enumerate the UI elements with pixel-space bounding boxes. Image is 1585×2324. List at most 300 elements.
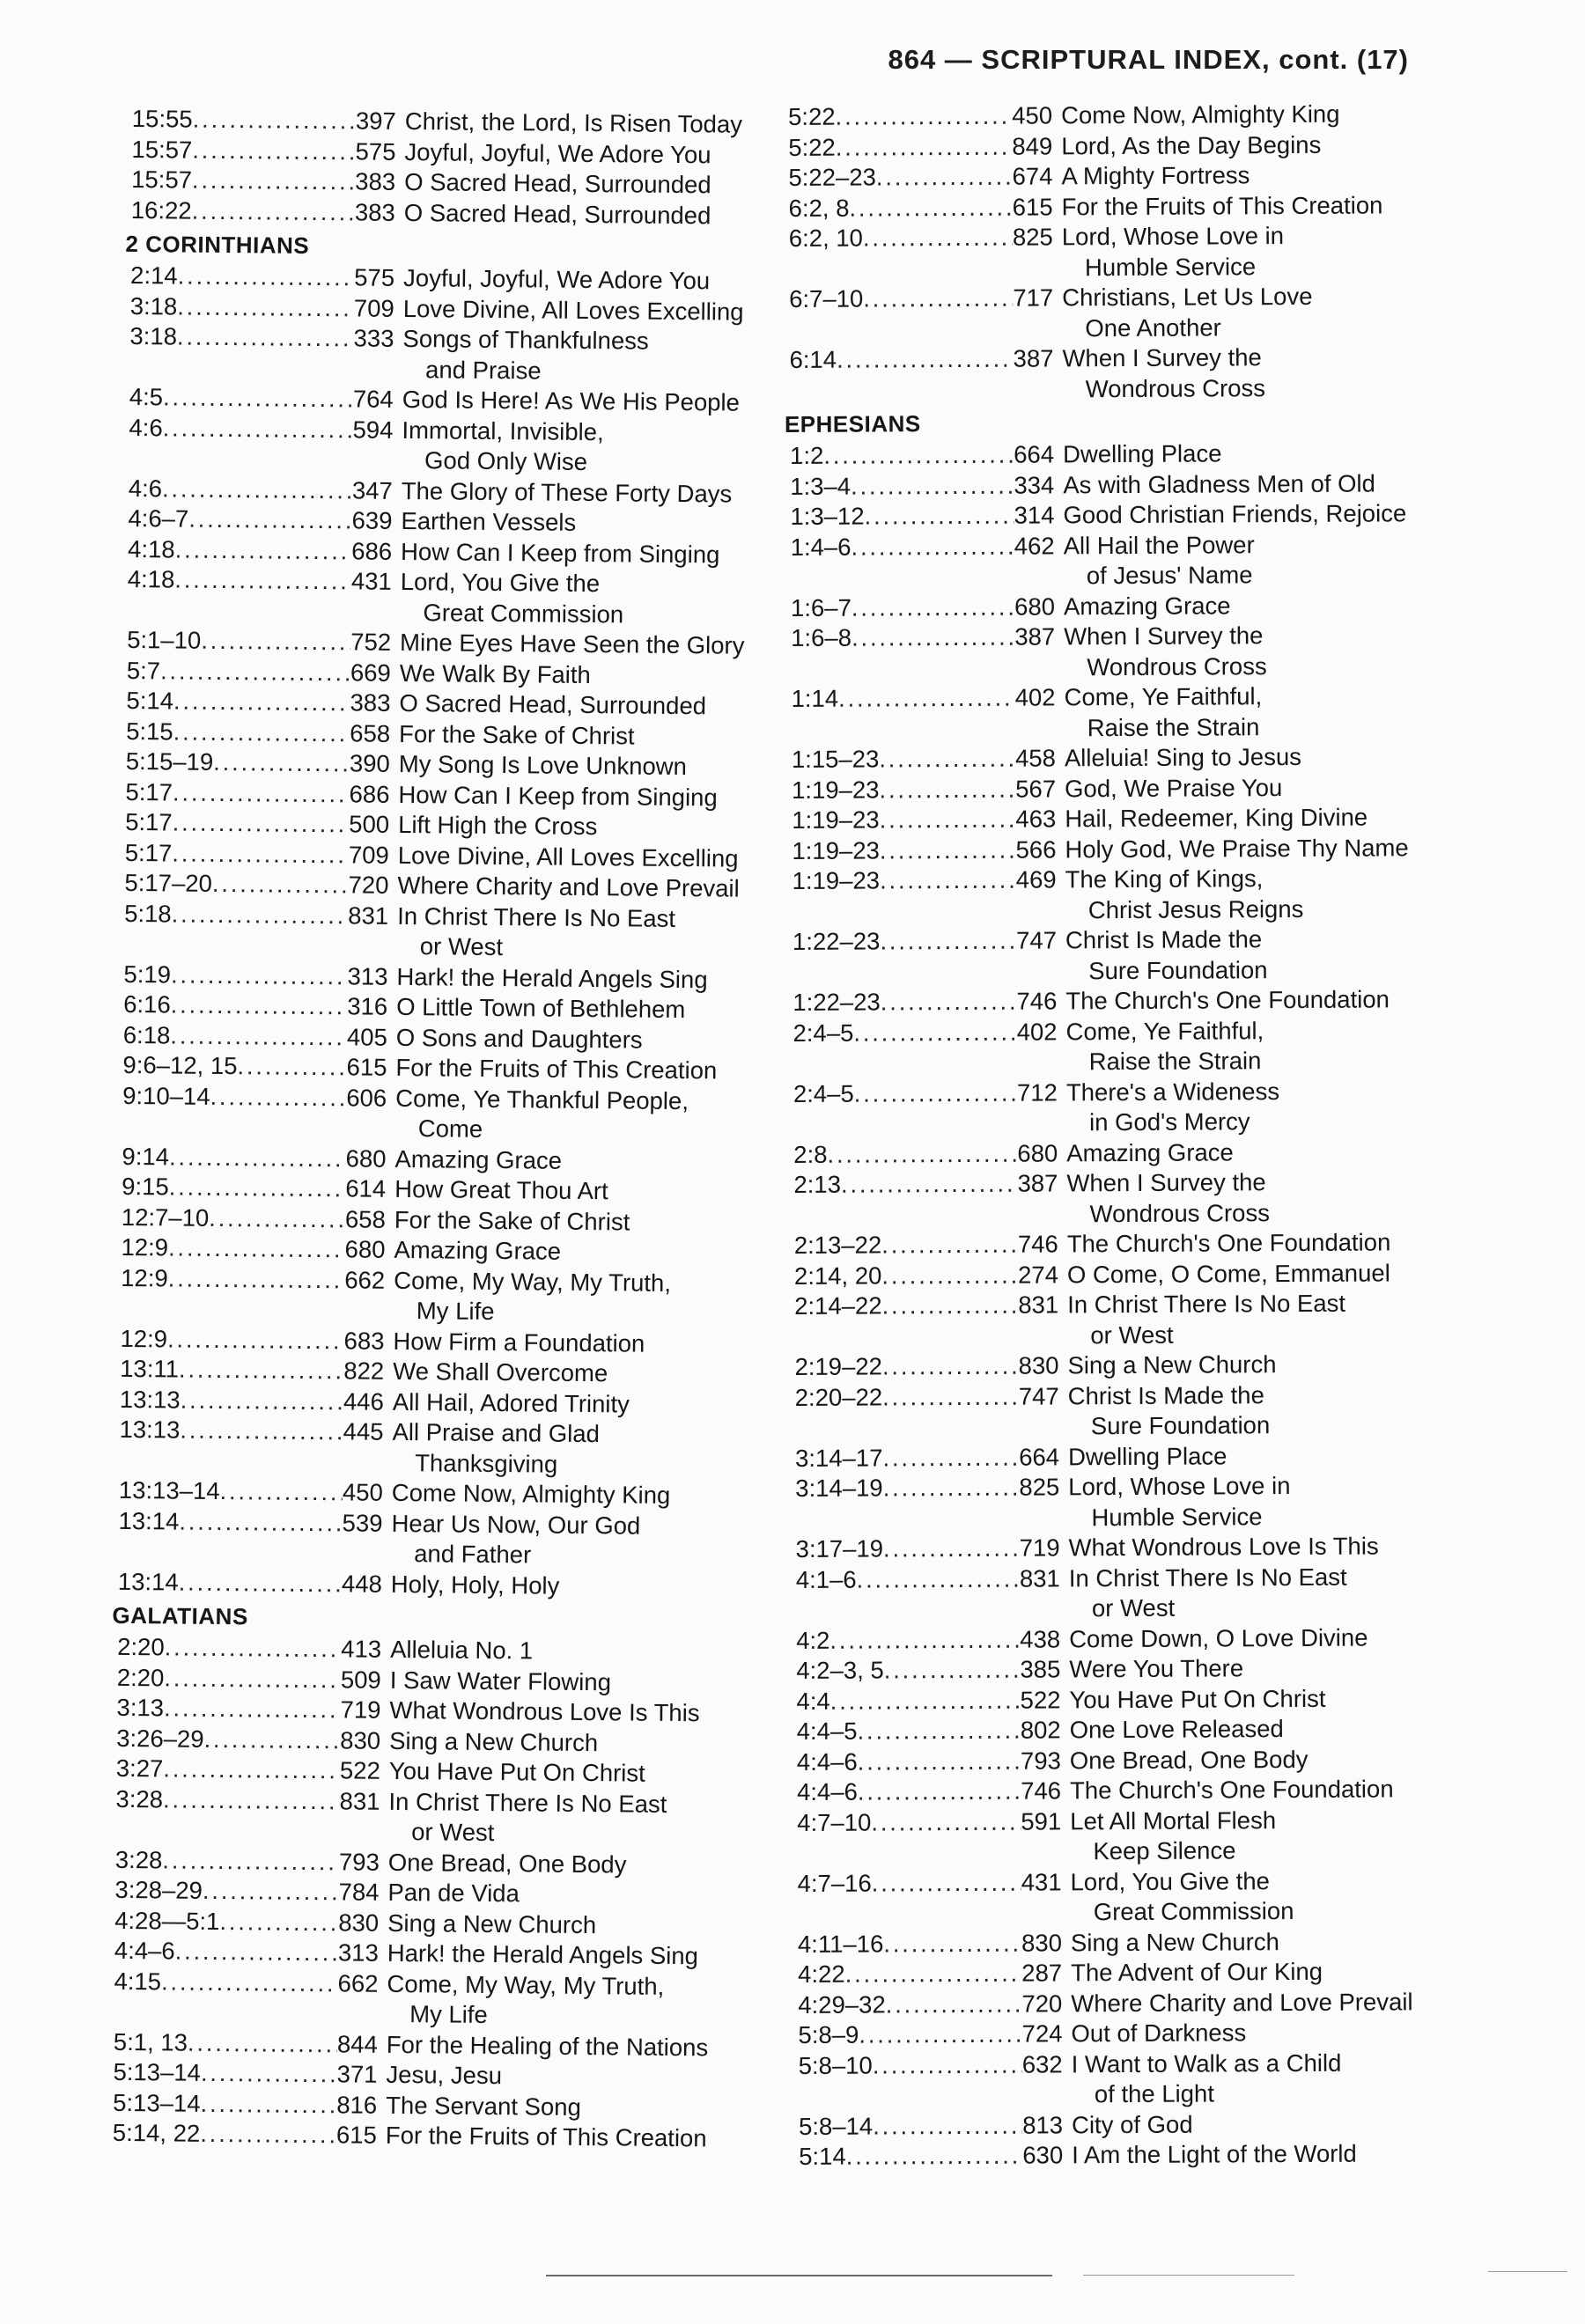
entry-reference — [794, 1290, 1067, 1321]
hymn-title-line: Joyful, Joyful, We Adore You — [402, 263, 711, 295]
hymn-number: 469 — [1015, 865, 1057, 894]
dot-leader — [881, 1291, 1018, 1321]
dot-leader — [213, 747, 350, 779]
hymn-number: 615 — [335, 2121, 378, 2149]
scripture-reference: 2:13–22 — [793, 1231, 882, 1259]
dot-leader — [219, 1907, 338, 1938]
scripture-reference: 15:57 — [131, 135, 193, 164]
index-entry — [788, 159, 1457, 193]
scripture-reference: 3:13 — [116, 1693, 165, 1722]
scripture-reference: 2:4–5 — [792, 1019, 854, 1047]
scripture-reference: 2:14–22 — [794, 1291, 882, 1320]
hymn-title — [387, 1878, 784, 1912]
hymn-title-line: God Is Here! As We His People — [402, 385, 741, 416]
entry-reference — [122, 1141, 394, 1173]
hymn-number: 509 — [340, 1665, 381, 1694]
dot-leader — [179, 1506, 343, 1538]
entry-reference — [792, 835, 1065, 866]
dot-leader — [162, 474, 352, 506]
hymn-number: 314 — [1014, 501, 1055, 529]
scripture-reference: 5:17 — [124, 838, 173, 866]
hymn-number: 831 — [348, 901, 389, 930]
hymn-number: 658 — [344, 1204, 387, 1233]
hymn-title-line: The Church's One Foundation — [1066, 1228, 1391, 1258]
entry-reference — [795, 1472, 1068, 1504]
hymn-title — [1069, 1682, 1465, 1715]
scripture-reference: 12:7–10 — [121, 1202, 210, 1232]
hymn-title-line: The Advent of Our King — [1071, 1957, 1323, 1987]
hymn-number: 387 — [1014, 622, 1056, 651]
hymn-title — [392, 1417, 789, 1482]
entry-reference — [798, 1928, 1071, 1960]
dot-leader — [169, 1142, 346, 1173]
hymn-number: 630 — [1022, 2141, 1064, 2169]
hymn-number: 683 — [343, 1326, 385, 1355]
index-column-right — [784, 99, 1468, 2172]
hymn-title — [1071, 2017, 1467, 2049]
hymn-title-continuation: and Father — [414, 1540, 532, 1569]
hymn-title — [403, 293, 800, 327]
scripture-reference: 3:27 — [115, 1754, 164, 1783]
hymn-title-line: Lord, Whose Love in — [1068, 1472, 1291, 1501]
scripture-reference: 5:14, 22 — [112, 2118, 201, 2147]
hymn-title-line: Mine Eyes Have Seen the Glory — [399, 628, 745, 659]
book-heading: EPHESIANS — [784, 410, 921, 438]
entry-reference — [796, 1624, 1069, 1656]
hymn-title — [401, 536, 797, 570]
scripture-reference: 2:14, 20 — [793, 1261, 882, 1290]
entry-reference — [114, 1905, 387, 1938]
hymn-number: 746 — [1017, 1230, 1058, 1258]
entry-reference — [788, 161, 1061, 193]
hymn-number: 405 — [346, 1022, 387, 1051]
hymn-title — [1064, 590, 1460, 622]
hymn-number: 385 — [1020, 1655, 1061, 1683]
dot-leader — [857, 1563, 1020, 1594]
hymn-number: 387 — [1013, 344, 1054, 372]
footer-rule — [546, 2275, 1052, 2276]
scripture-reference: 4:11–16 — [797, 1929, 884, 1958]
hymn-title-continuation: God Only Wise — [424, 446, 588, 475]
entry-reference — [792, 864, 1065, 896]
dot-leader — [179, 1567, 343, 1599]
index-entry — [793, 1076, 1463, 1140]
index-entry — [792, 833, 1461, 866]
scripture-reference: 1:22–23 — [792, 988, 881, 1016]
dot-leader — [882, 1442, 1019, 1473]
hymn-title-continuation: My Life — [416, 1297, 495, 1326]
dot-leader — [851, 531, 1014, 562]
scripture-reference: 5:22 — [788, 102, 836, 130]
hymn-number: 383 — [355, 167, 396, 195]
entry-reference — [790, 470, 1063, 502]
scripture-reference: 5:14 — [126, 686, 174, 715]
index-entry — [791, 590, 1460, 623]
dot-leader — [879, 744, 1015, 775]
hymn-title — [1061, 159, 1457, 192]
hymn-title-line: You Have Put On Christ — [1069, 1684, 1326, 1713]
entry-reference — [120, 1323, 393, 1356]
hymn-title-line: How Can I Keep from Singing — [400, 537, 720, 568]
dot-leader — [829, 1624, 1020, 1656]
entry-reference — [792, 804, 1065, 835]
hymn-title-line: Come Now, Almighty King — [391, 1478, 671, 1509]
hymn-title — [1069, 1561, 1465, 1623]
entry-reference — [797, 1715, 1070, 1747]
index-entry — [789, 342, 1458, 406]
dot-leader — [880, 805, 1016, 835]
index-entry — [789, 281, 1458, 345]
dot-leader — [854, 1077, 1017, 1108]
entry-reference — [124, 868, 397, 901]
index-entry — [789, 220, 1458, 284]
dot-leader — [851, 470, 1014, 501]
hymn-title — [388, 1847, 785, 1881]
hymn-title-line: Where Charity and Love Prevail — [1071, 1987, 1413, 2017]
scripture-reference: 4:4–6 — [796, 1747, 858, 1776]
entry-reference — [121, 1262, 394, 1295]
index-entry — [796, 1652, 1465, 1686]
hymn-title — [1072, 2047, 1468, 2109]
hymn-number: 747 — [1018, 1381, 1059, 1410]
hymn-title-line: In Christ There Is No East — [388, 1787, 667, 1818]
entry-reference — [791, 682, 1064, 714]
hymn-title — [1071, 1864, 1467, 1927]
entry-reference — [122, 1050, 395, 1083]
index-entry — [799, 2138, 1468, 2172]
hymn-title-line: One Love Released — [1069, 1715, 1284, 1744]
dot-leader — [237, 1051, 346, 1083]
hymn-title-line: Lord, You Give the — [1070, 1866, 1270, 1895]
entry-reference — [126, 686, 399, 718]
hymn-title-line: You Have Put On Christ — [388, 1756, 645, 1787]
hymn-title-line: All Hail the Power — [1063, 530, 1255, 559]
hymn-number: 825 — [1019, 1473, 1060, 1501]
hymn-title — [392, 1478, 788, 1512]
hymn-number: 712 — [1016, 1077, 1058, 1107]
index-entry — [115, 1783, 785, 1850]
dot-leader — [851, 622, 1014, 653]
hymn-title — [396, 1022, 792, 1056]
hymn-title-continuation: or West — [419, 932, 504, 961]
hymn-title — [394, 1204, 791, 1239]
hymn-number: 680 — [344, 1235, 386, 1263]
hymn-number: 639 — [351, 506, 393, 534]
index-entry — [796, 1561, 1465, 1625]
scripture-reference: 6:2, 10 — [788, 224, 863, 252]
scripture-reference: 16:22 — [130, 195, 192, 224]
hymn-title-line: Amazing Grace — [394, 1235, 562, 1265]
scripture-reference: 9:6–12, 15 — [122, 1050, 238, 1080]
dot-leader — [827, 1138, 1017, 1170]
hymn-number: 274 — [1018, 1260, 1059, 1289]
scripture-reference: 1:6–8 — [791, 623, 852, 651]
hymn-number: 662 — [337, 1968, 379, 1997]
hymn-number: 802 — [1020, 1716, 1061, 1744]
hymn-number: 316 — [347, 992, 388, 1020]
hymn-number: 669 — [350, 658, 391, 687]
index-entry — [797, 1774, 1466, 1807]
dot-leader — [845, 1959, 1022, 1990]
index-entry — [793, 1166, 1463, 1231]
dot-leader — [837, 344, 1014, 376]
hymn-title-line: Come, Ye Faithful, — [1065, 1016, 1264, 1045]
hymn-title-line: O Sons and Daughters — [395, 1023, 643, 1054]
hymn-title-continuation: Christ Jesus Reigns — [1087, 894, 1304, 923]
scripture-reference: 2:20 — [117, 1632, 165, 1661]
hymn-title — [386, 2121, 782, 2155]
dot-leader — [865, 501, 1014, 532]
hymn-title — [395, 1053, 792, 1087]
hymn-title-line: Jesu, Jesu — [386, 2060, 503, 2090]
entry-reference — [798, 2019, 1071, 2050]
hymn-number: 313 — [337, 1938, 380, 1967]
entry-reference — [117, 1662, 390, 1695]
index-entry — [114, 1966, 784, 2033]
dot-leader — [836, 101, 1013, 133]
hymn-title — [1062, 281, 1458, 343]
hymn-title — [1064, 529, 1460, 592]
hymn-title — [1069, 1652, 1465, 1685]
hymn-number: 746 — [1016, 987, 1058, 1015]
dot-leader — [838, 683, 1015, 715]
scripture-reference: 13:11 — [120, 1354, 180, 1383]
hymn-title — [394, 1235, 790, 1269]
scripture-reference: 5:15 — [126, 717, 173, 745]
dot-leader — [872, 1867, 1021, 1898]
hymn-title — [402, 415, 799, 479]
dot-leader — [163, 1754, 340, 1785]
entry-reference — [118, 1566, 391, 1599]
dot-leader — [212, 869, 349, 901]
dot-leader — [171, 989, 348, 1021]
entry-reference — [125, 837, 398, 870]
dot-leader — [200, 2088, 336, 2120]
dot-leader — [192, 105, 356, 136]
scripture-reference: 5:1, 13 — [113, 2027, 188, 2056]
dot-leader — [210, 1081, 346, 1113]
hymn-title-line: O Sacred Head, Surrounded — [404, 167, 711, 199]
hymn-title-line: I Want to Walk as a Child — [1071, 2048, 1342, 2078]
dot-leader — [172, 838, 349, 870]
index-entry — [129, 321, 800, 388]
scripture-reference: 3:28–29 — [114, 1875, 203, 1904]
scripture-reference: 12:9 — [121, 1232, 169, 1261]
hymn-number: 664 — [1019, 1442, 1060, 1471]
scripture-reference: 5:22 — [788, 133, 836, 161]
entry-reference — [792, 774, 1065, 805]
hymn-title — [1072, 2107, 1468, 2140]
hymn-title-line: Hear Us Now, Our God — [391, 1509, 641, 1540]
index-entry — [790, 438, 1459, 471]
hymn-title-line: Lord, As the Day Begins — [1061, 130, 1322, 159]
hymn-title-continuation: Wondrous Cross — [1085, 373, 1266, 402]
index-entry — [792, 863, 1462, 927]
index-entry — [792, 802, 1461, 835]
dot-leader — [175, 1937, 339, 1968]
dot-leader — [859, 2019, 1021, 2050]
hymn-number: 431 — [350, 567, 392, 595]
hymn-title-line: The Servant Song — [386, 2091, 582, 2121]
hymn-title — [1068, 1470, 1464, 1533]
entry-reference — [127, 655, 400, 688]
hymn-number: 446 — [343, 1386, 385, 1416]
hymn-title-line: All Hail, Adored Trinity — [392, 1387, 630, 1417]
hymn-title-continuation: One Another — [1085, 313, 1221, 342]
hymn-title — [1069, 1622, 1465, 1654]
hymn-title-line: Christ Is Made the — [1065, 925, 1263, 954]
hymn-title-line: Dwelling Place — [1063, 439, 1222, 468]
entry-reference — [130, 290, 403, 323]
hymn-number: 664 — [1014, 440, 1055, 468]
entry-reference — [122, 1202, 394, 1234]
hymn-title-line: Dwelling Place — [1067, 1441, 1227, 1470]
dot-leader — [830, 1685, 1021, 1717]
entry-reference — [129, 321, 402, 354]
entry-reference — [127, 625, 400, 658]
index-entry — [794, 1349, 1463, 1382]
entry-reference — [113, 2087, 386, 2120]
hymn-title — [394, 1144, 791, 1178]
entry-reference — [115, 1844, 388, 1877]
hymn-number: 462 — [1014, 531, 1055, 560]
index-entry — [795, 1439, 1464, 1473]
hymn-number: 450 — [1012, 101, 1053, 129]
entry-reference — [123, 1019, 396, 1052]
hymn-title — [1068, 1379, 1464, 1442]
entry-reference — [115, 1783, 388, 1816]
hymn-title-line: For the Healing of the Nations — [386, 2030, 709, 2061]
hymn-title — [1065, 772, 1461, 805]
hymn-title — [399, 688, 795, 723]
dot-leader — [177, 291, 354, 323]
hymn-title — [1063, 498, 1459, 531]
hymn-title — [1064, 680, 1460, 743]
scripture-reference: 12:9 — [121, 1263, 168, 1291]
hymn-title — [387, 2029, 783, 2063]
entry-reference — [132, 104, 405, 136]
dot-leader — [886, 1989, 1022, 2019]
hymn-title — [404, 167, 800, 202]
hymn-title-continuation: Sure Foundation — [1088, 955, 1268, 984]
entry-reference — [794, 1229, 1067, 1261]
entry-reference — [788, 100, 1061, 132]
index-entry — [791, 529, 1460, 593]
hymn-title-line: Hark! the Herald Angels Sing — [396, 962, 708, 993]
hymn-title — [386, 2060, 782, 2094]
entry-reference — [113, 2057, 386, 2090]
hymn-number: 539 — [342, 1508, 383, 1537]
hymn-number: 724 — [1021, 2019, 1063, 2048]
dot-leader — [163, 382, 353, 415]
entry-reference — [791, 592, 1064, 623]
entry-reference — [797, 1746, 1070, 1777]
entry-reference — [129, 473, 402, 505]
hymn-number: 333 — [353, 324, 394, 352]
entry-reference — [119, 1415, 392, 1447]
dot-leader — [192, 165, 356, 197]
hymn-title — [401, 506, 797, 541]
index-entry — [794, 1258, 1463, 1291]
hymn-title — [1067, 1349, 1463, 1381]
hymn-title — [404, 197, 800, 232]
hymn-title-continuation: Raise the Strain — [1087, 712, 1260, 741]
scripture-reference: 4:7–10 — [797, 1808, 872, 1836]
entry-reference — [798, 1989, 1071, 2020]
scripture-reference: 5:7 — [126, 656, 161, 684]
hymn-number: 680 — [345, 1144, 387, 1173]
scripture-reference: 4:18 — [127, 564, 175, 593]
hymn-title-continuation: Wondrous Cross — [1087, 651, 1267, 680]
entry-reference — [123, 959, 396, 991]
hymn-number: 615 — [346, 1053, 387, 1081]
entry-reference — [797, 1806, 1070, 1838]
hymn-title-line: The Glory of These Forty Days — [401, 476, 733, 508]
hymn-title — [1070, 1774, 1466, 1806]
hymn-number: 413 — [341, 1635, 382, 1663]
hymn-title-line: Songs of Thankfulness — [402, 324, 649, 355]
hymn-title-line: Lord, You Give the — [400, 567, 601, 598]
scripture-reference: 4:18 — [128, 534, 175, 563]
hymn-title — [391, 1508, 788, 1572]
hymn-title-line: Come Now, Almighty King — [1061, 99, 1340, 129]
entry-reference — [792, 925, 1065, 957]
hymn-title — [393, 1326, 789, 1360]
dot-leader — [209, 1202, 345, 1234]
hymn-title-continuation: Humble Service — [1084, 252, 1257, 281]
dot-leader — [172, 899, 349, 930]
entry-reference — [116, 1693, 389, 1725]
footer-rule-secondary — [1083, 2275, 1294, 2276]
hymn-number: 662 — [344, 1265, 386, 1294]
hymn-title-line: The King of Kings, — [1065, 864, 1264, 894]
hymn-title — [396, 961, 792, 996]
index-entry — [791, 680, 1460, 745]
hymn-title-line: The Church's One Foundation — [1065, 985, 1390, 1015]
scripture-reference: 13:14 — [117, 1567, 179, 1596]
hymn-title — [1071, 1956, 1467, 1989]
hymn-title-line: O Little Town of Bethlehem — [396, 992, 686, 1024]
index-entry — [793, 1136, 1463, 1170]
hymn-title-continuation: Great Commission — [423, 598, 624, 628]
scripture-reference: 4:15 — [114, 1967, 162, 1995]
hymn-number: 575 — [355, 136, 396, 165]
dot-leader — [219, 1476, 343, 1508]
scripture-reference: 1:15–23 — [791, 745, 880, 773]
entry-reference — [128, 533, 401, 566]
dot-leader — [876, 162, 1013, 193]
scripture-reference: 3:18 — [129, 321, 178, 350]
hymn-title — [399, 718, 795, 753]
hymn-title — [398, 810, 794, 844]
hymn-title-line: Let All Mortal Flesh — [1070, 1806, 1277, 1835]
index-entry — [794, 1288, 1463, 1352]
hymn-title — [1065, 802, 1461, 835]
hymn-title-continuation: Thanksgiving — [415, 1448, 558, 1478]
hymn-title-line: Christians, Let Us Love — [1062, 282, 1313, 312]
dot-leader — [177, 261, 354, 293]
hymn-number: 450 — [342, 1478, 384, 1506]
index-entry — [797, 1804, 1466, 1868]
scripture-reference: 3:18 — [129, 291, 178, 320]
entry-reference — [128, 564, 401, 597]
scripture-reference: 1:4–6 — [790, 533, 851, 561]
hymn-title-continuation: or West — [1091, 1593, 1176, 1622]
hymn-title-line: One Bread, One Body — [1069, 1745, 1309, 1774]
hymn-title-line: When I Survey the — [1064, 621, 1264, 651]
hymn-title-line: Come, Ye Faithful, — [1064, 682, 1263, 711]
hymn-title-continuation: Great Commission — [1093, 1897, 1294, 1926]
